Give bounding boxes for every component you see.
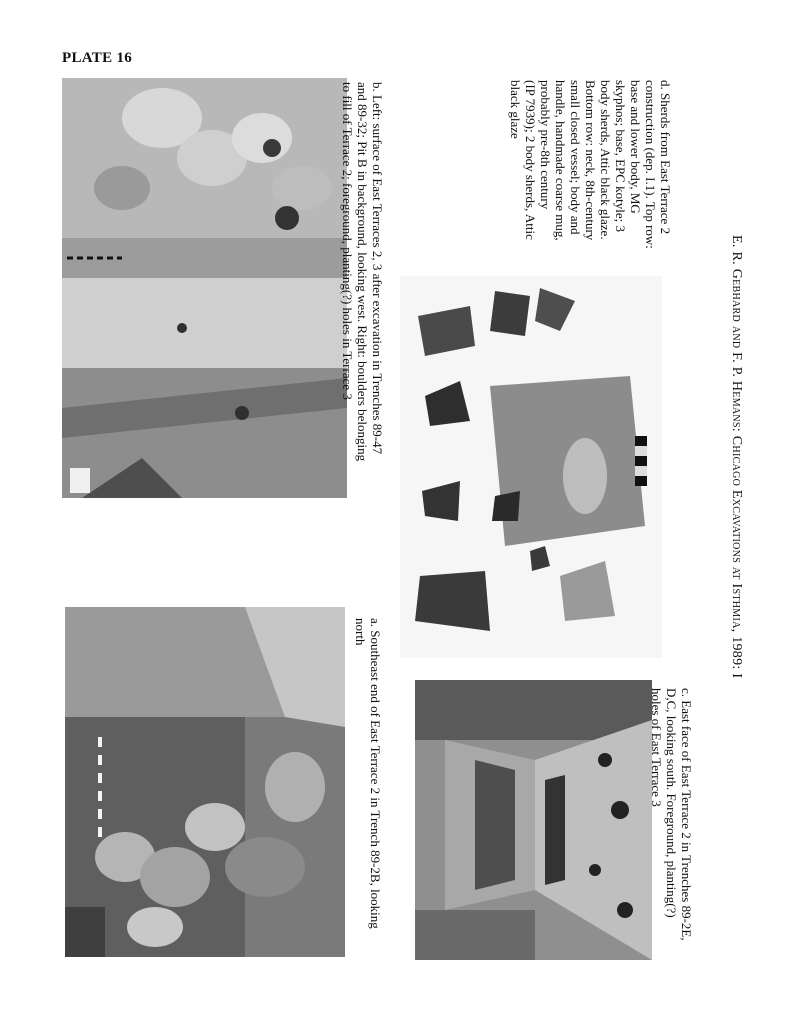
caption-a: a. Southeast end of East Terrace 2 in Trench 89-2B, looking north: [353, 618, 383, 929]
running-head: [728, 235, 744, 678]
photo-b-terraces: [62, 78, 347, 498]
plate-label: PLATE 16: [62, 50, 133, 66]
photo-d-sherds: [400, 276, 662, 658]
caption-c: c. East face of East Terrace 2 in Trenches 89-2E, D,C, looking south. Foreground, planting(?) holes of East Terrace 3: [649, 688, 694, 941]
photo-c-terrace-face: [415, 680, 652, 960]
caption-d: d. Sherds from East Terrace 2 construction (dep. I.1). Top row: base and lower body, MG skyphos; base, EPC kotyle; 3 body sherds, Attic black glaze. Bottom row: neck, 8th-century small closed vessel; body and handle, handmade coarse mug, probably pre-8th century (IP 7939); 2 body sherds, Attic black glaze: [508, 80, 673, 249]
running-head-title: Chicago Excavations at Isthmia, 1989: I: [729, 435, 744, 679]
running-head-authors: E. R. Gebhard and F. P. Hemans:: [729, 235, 744, 432]
caption-b: b. Left: surface of East Terraces 2, 3 after excavation in Trenches 89-47 and 89-32; Pit B in background, looking west. Right: boulders belonging to fill of Terrace 2; foreground, planting(?) holes in Terrace 3: [340, 82, 385, 462]
photo-a-trench: [65, 607, 345, 957]
